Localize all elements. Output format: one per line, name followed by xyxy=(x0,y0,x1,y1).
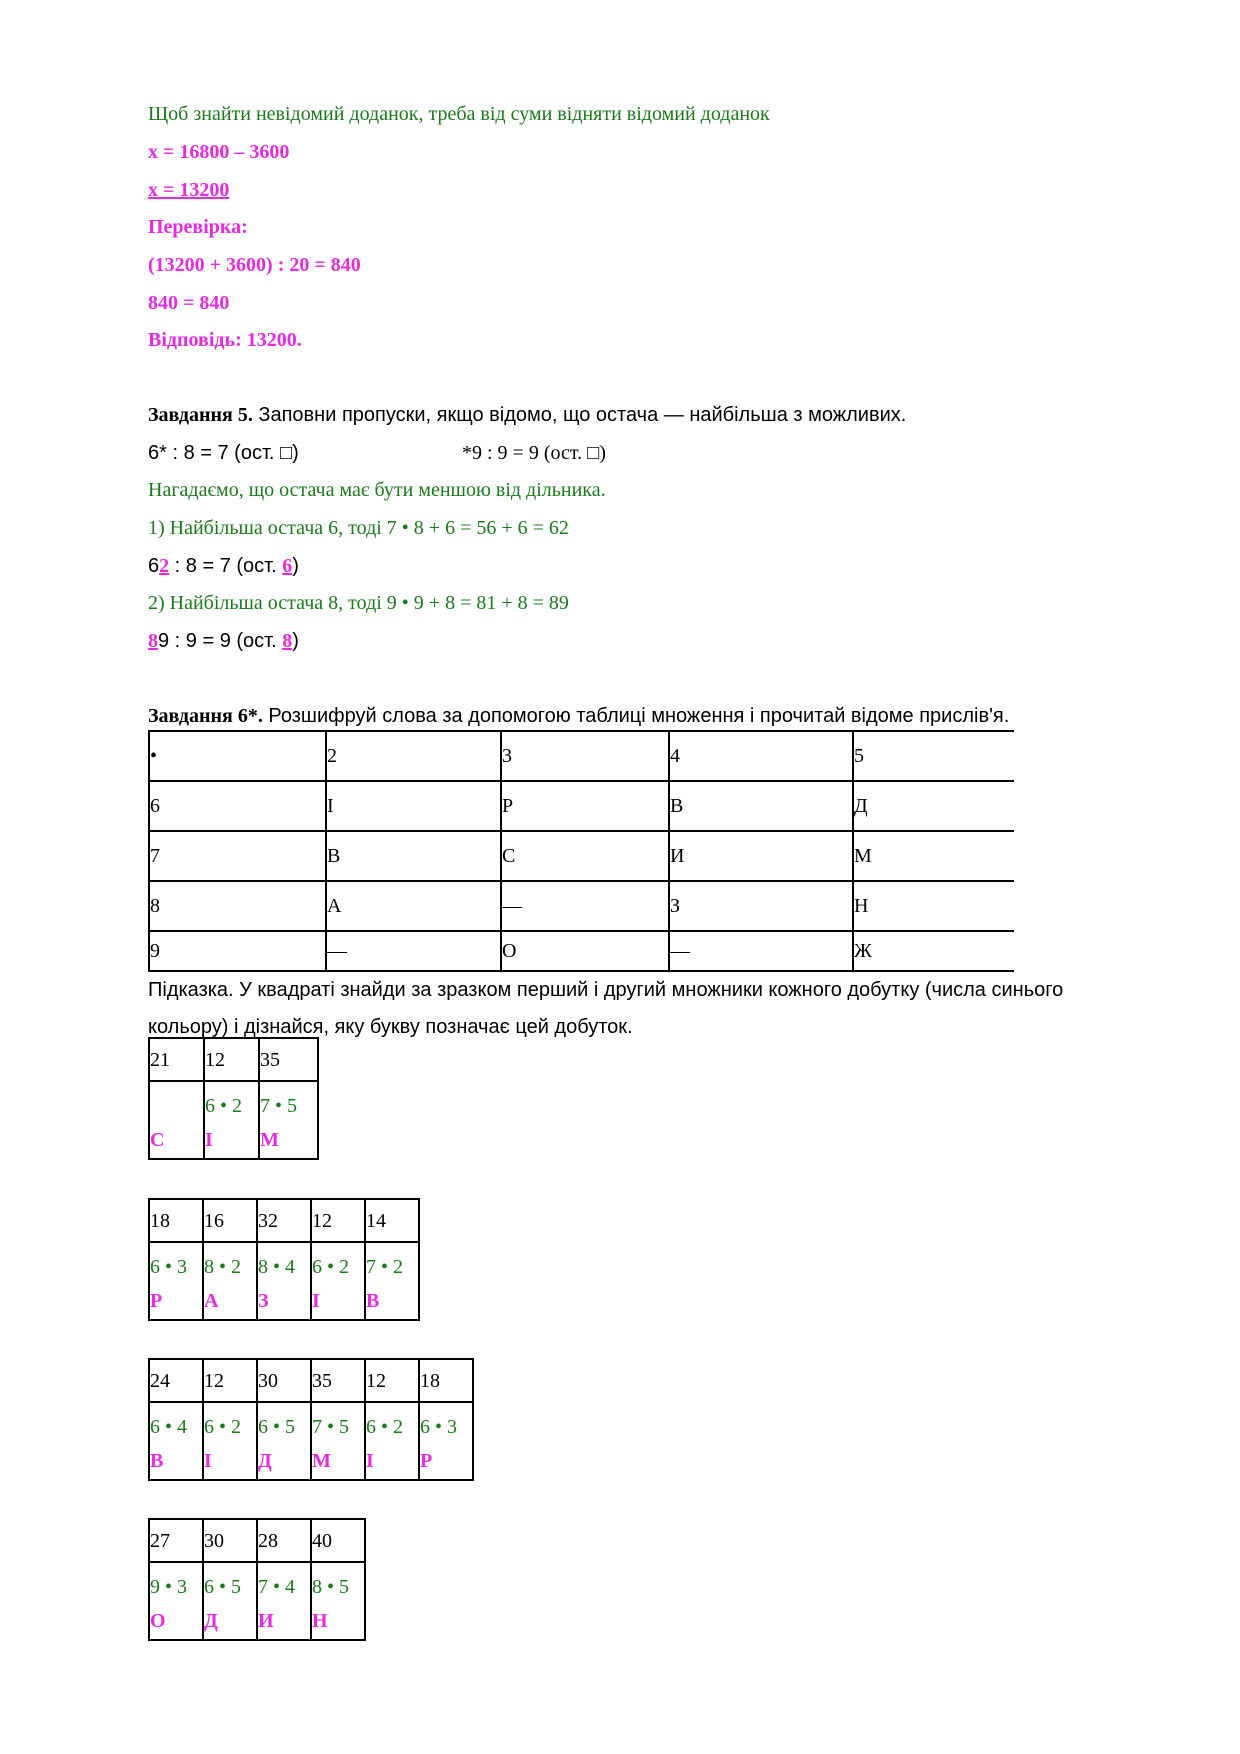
grid-answer-cell xyxy=(259,1081,318,1159)
grid-factors: 7 • 2 xyxy=(366,1256,404,1278)
grid-factors: 7 • 4 xyxy=(258,1576,296,1598)
grid-answer-cell xyxy=(257,1242,311,1320)
mult-table-header-cell: • xyxy=(149,731,326,781)
mult-table-letter-cell: В xyxy=(669,781,853,831)
grid-answer-cell xyxy=(365,1402,419,1480)
mult-table-letter-cell: А xyxy=(326,881,501,931)
grid-factors: 8 • 5 xyxy=(312,1576,350,1598)
mult-table-header-cell: 8 xyxy=(149,881,326,931)
grid-product-cell: 40 xyxy=(311,1519,365,1562)
grid-product-cell: 12 xyxy=(204,1038,259,1081)
grid-factors: 6 • 2 xyxy=(312,1256,350,1278)
grid-answers-row xyxy=(149,1562,365,1640)
grid-products-row xyxy=(149,1199,419,1242)
grid-product-cell: 32 xyxy=(257,1199,311,1242)
grid-factors: 6 • 2 xyxy=(205,1095,243,1117)
decode-grid-1 xyxy=(148,1037,319,1160)
grid-letter: Д xyxy=(204,1610,218,1632)
mult-table-header-cell: 6 xyxy=(149,781,326,831)
grid-letter: І xyxy=(366,1450,374,1472)
equation-1: х = 16800 – 3600 xyxy=(148,141,290,163)
grid-letter: М xyxy=(312,1450,331,1472)
task5-example-1: 6* : 8 = 7 (ост. □) xyxy=(148,442,299,464)
grid-letter: Н xyxy=(312,1610,328,1632)
task5-title: Завдання 5. xyxy=(148,404,253,426)
res1-text: : 8 = 7 (ост. xyxy=(169,555,283,577)
grid-product-cell: 12 xyxy=(365,1359,419,1402)
task5-heading xyxy=(148,403,906,427)
grid-product-cell: 24 xyxy=(149,1359,203,1402)
grid-answer-cell xyxy=(311,1562,365,1640)
grid-letter: Р xyxy=(150,1290,163,1312)
grid-product-cell: 12 xyxy=(311,1199,365,1242)
res2-close: ) xyxy=(292,630,299,652)
grid-products-row xyxy=(149,1519,365,1562)
grid-answers-row xyxy=(149,1402,473,1480)
grid-letter: И xyxy=(258,1610,274,1632)
grid-factors: 8 • 2 xyxy=(204,1256,242,1278)
grid-factors: 8 • 4 xyxy=(258,1256,296,1278)
grid-letter: З xyxy=(258,1290,269,1312)
mult-table-header-cell: 3 xyxy=(501,731,669,781)
res2-filled-remainder: 8 xyxy=(282,630,293,652)
mult-table-row xyxy=(149,831,1014,881)
grid-answer-cell xyxy=(203,1562,257,1640)
mult-table-letter-cell: — xyxy=(501,881,669,931)
res2-filled-digit: 8 xyxy=(148,630,158,652)
grid-answer-cell xyxy=(257,1402,311,1480)
mult-table-header-cell: 7 xyxy=(149,831,326,881)
answer-line: Відповідь: 13200. xyxy=(148,329,302,351)
mult-table-letter-cell: Р xyxy=(501,781,669,831)
mult-table-letter-cell: В xyxy=(326,831,501,881)
grid-answers-row xyxy=(149,1081,318,1159)
mult-table-letter-cell: И xyxy=(669,831,853,881)
grid-factors: 6 • 2 xyxy=(204,1416,242,1438)
grid-letter: І xyxy=(205,1129,213,1151)
task6-text: Розшифруй слова за допомогою таблиці множення і прочитай відоме прислів'я. xyxy=(262,705,1010,727)
grid-factors: 7 • 5 xyxy=(312,1416,350,1438)
mult-table-letter-cell: О xyxy=(501,931,669,971)
mult-table-header-cell: 5 xyxy=(853,731,1014,781)
mult-table-letter-cell: М xyxy=(853,831,1014,881)
task6-title: Завдання 6*. xyxy=(148,705,263,727)
hint-line-1: Підказка. У квадраті знайди за зразком перший і другий множники кожного добутку (числа синього xyxy=(148,979,1064,1001)
grid-answer-cell xyxy=(149,1402,203,1480)
grid-product-cell: 30 xyxy=(203,1519,257,1562)
check-line-1: (13200 + 3600) : 20 = 840 xyxy=(148,254,361,276)
grid-product-cell: 27 xyxy=(149,1519,203,1562)
equation-2: х = 13200 xyxy=(148,179,230,201)
grid-product-cell: 16 xyxy=(203,1199,257,1242)
multiplication-letter-table xyxy=(148,730,1014,972)
task5-text: Заповни пропуски, якщо відомо, що остача — найбільша з можливих. xyxy=(252,404,907,426)
decode-grid-2 xyxy=(148,1198,420,1321)
task5-step-2: 2) Найбільша остача 8, тоді 9 • 9 + 8 = 81 + 8 = 89 xyxy=(148,592,569,614)
grid-factors: 6 • 3 xyxy=(420,1416,458,1438)
grid-factors: 6 • 4 xyxy=(150,1416,188,1438)
decode-grid-4 xyxy=(148,1518,366,1641)
mult-table-header-cell: 9 xyxy=(149,931,326,971)
grid-answer-cell xyxy=(419,1402,473,1480)
grid-product-cell: 28 xyxy=(257,1519,311,1562)
grid-letter: І xyxy=(204,1450,212,1472)
res2-text: 9 : 9 = 9 (ост. xyxy=(158,630,283,652)
grid-factors: 7 • 5 xyxy=(260,1095,298,1117)
grid-factors: 6 • 5 xyxy=(258,1416,296,1438)
grid-product-cell: 14 xyxy=(365,1199,419,1242)
mult-table-letter-cell: Ж xyxy=(853,931,1014,971)
grid-factors: 6 • 3 xyxy=(150,1256,188,1278)
grid-answers-row xyxy=(149,1242,419,1320)
grid-letter: І xyxy=(312,1290,320,1312)
grid-letter: А xyxy=(204,1290,219,1312)
grid-product-cell: 35 xyxy=(311,1359,365,1402)
grid-letter: Д xyxy=(258,1450,272,1472)
grid-answer-cell xyxy=(149,1081,204,1159)
mult-table-row xyxy=(149,781,1014,831)
mult-table-letter-cell: З xyxy=(669,881,853,931)
mult-table-letter-cell: — xyxy=(326,931,501,971)
res1-digit: 6 xyxy=(148,555,160,577)
grid-answer-cell xyxy=(203,1242,257,1320)
res1-close: ) xyxy=(292,555,299,577)
mult-table-header-cell: 2 xyxy=(326,731,501,781)
mult-table-header-cell: 4 xyxy=(669,731,853,781)
grid-factors: 6 • 5 xyxy=(204,1576,242,1598)
grid-product-cell: 21 xyxy=(149,1038,204,1081)
check-line-2: 840 = 840 xyxy=(148,292,230,314)
grid-product-cell: 35 xyxy=(259,1038,318,1081)
res1-filled-digit: 2 xyxy=(159,555,170,577)
mult-table-row xyxy=(149,731,1014,781)
task5-result-1 xyxy=(148,554,299,578)
grid-factors: 9 • 3 xyxy=(150,1576,188,1598)
grid-product-cell: 30 xyxy=(257,1359,311,1402)
grid-answer-cell xyxy=(204,1081,259,1159)
rule-text: Щоб знайти невідомий доданок, треба від суми відняти відомий доданок xyxy=(148,103,770,125)
mult-table-letter-cell: І xyxy=(326,781,501,831)
grid-letter: В xyxy=(366,1290,380,1312)
grid-product-cell: 12 xyxy=(203,1359,257,1402)
grid-letter: Р xyxy=(420,1450,433,1472)
grid-letter: В xyxy=(150,1450,164,1472)
grid-products-row xyxy=(149,1038,318,1081)
grid-answer-cell xyxy=(311,1402,365,1480)
decode-grid-3 xyxy=(148,1358,474,1481)
grid-product-cell: 18 xyxy=(419,1359,473,1402)
mult-table-row xyxy=(149,881,1014,931)
res1-filled-remainder: 6 xyxy=(282,555,293,577)
grid-answer-cell xyxy=(149,1562,203,1640)
task5-result-2 xyxy=(148,629,299,653)
grid-product-cell: 18 xyxy=(149,1199,203,1242)
task5-step-1: 1) Найбільша остача 6, тоді 7 • 8 + 6 = 56 + 6 = 62 xyxy=(148,517,569,539)
grid-letter: О xyxy=(150,1610,166,1632)
mult-table-row xyxy=(149,931,1014,971)
grid-answer-cell xyxy=(365,1242,419,1320)
task5-reminder: Нагадаємо, що остача має бути меншою від дільника. xyxy=(148,479,606,501)
grid-factors: 6 • 2 xyxy=(366,1416,404,1438)
mult-table-letter-cell: Д xyxy=(853,781,1014,831)
grid-answer-cell xyxy=(311,1242,365,1320)
mult-table-letter-cell: Н xyxy=(853,881,1014,931)
check-label: Перевірка: xyxy=(148,216,248,238)
mult-table-letter-cell: — xyxy=(669,931,853,971)
grid-letter: С xyxy=(150,1129,165,1151)
mult-table-letter-cell: С xyxy=(501,831,669,881)
grid-answer-cell xyxy=(203,1402,257,1480)
grid-answer-cell xyxy=(257,1562,311,1640)
grid-letter: М xyxy=(260,1129,279,1151)
task5-example-2: *9 : 9 = 9 (ост. □) xyxy=(462,442,606,464)
task6-heading xyxy=(148,704,1009,728)
grid-factors xyxy=(150,1096,203,1116)
grid-products-row xyxy=(149,1359,473,1402)
hint-line-2: кольору) і дізнайся, яку букву позначає цей добуток. xyxy=(148,1016,633,1038)
grid-answer-cell xyxy=(149,1242,203,1320)
